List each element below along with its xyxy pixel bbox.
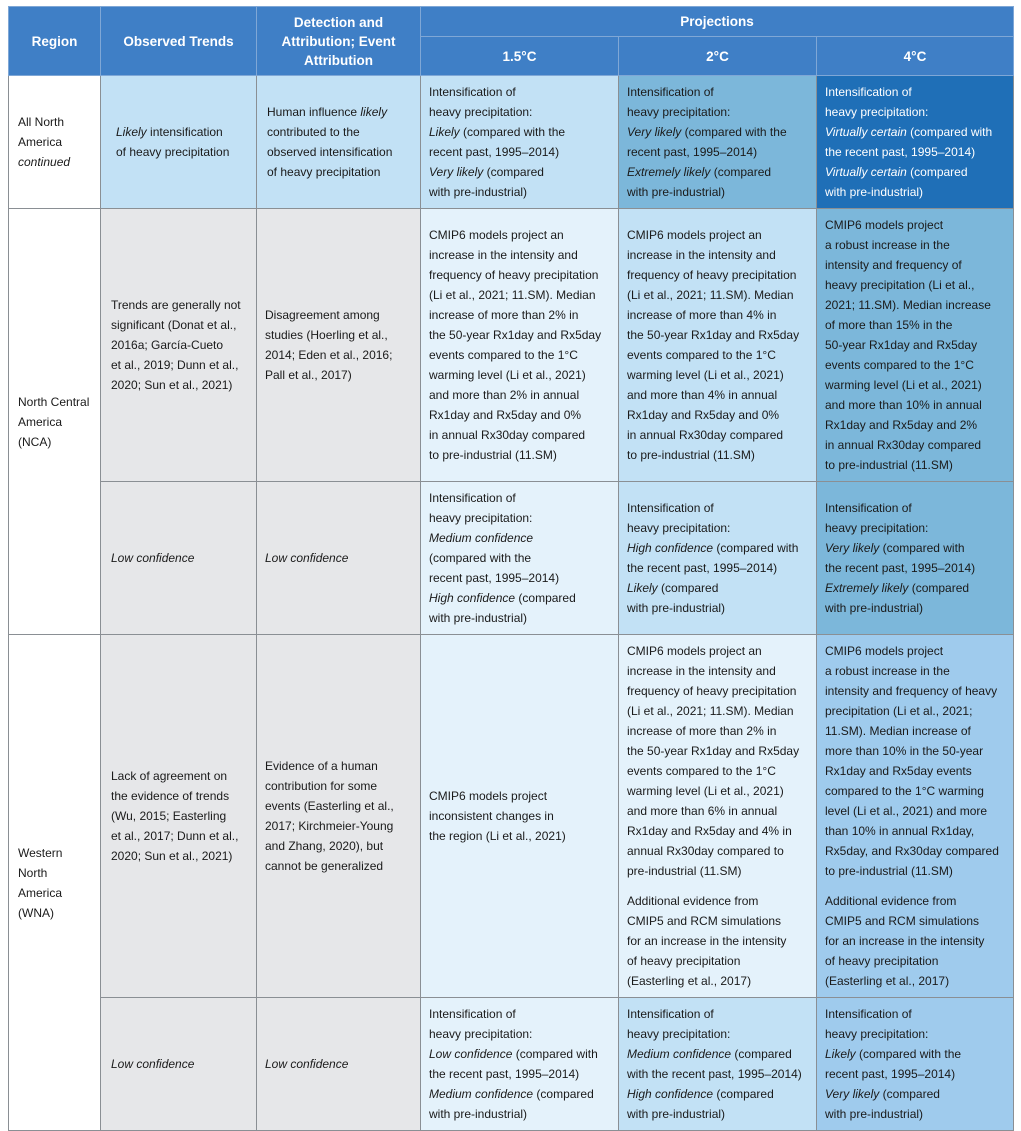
text-line: to pre-industrial (11.SM): [825, 864, 953, 878]
text-line: observed intensification: [267, 145, 393, 159]
text-line: with the recent past, 1995–2014): [627, 1067, 802, 1081]
projection-2c-cell: [619, 76, 817, 209]
text-line: (Li et al., 2021; 11.SM). Median: [627, 288, 794, 302]
text-line: frequency of heavy precipitation: [627, 684, 797, 698]
italic-term: Very likely: [825, 541, 880, 555]
header-1-5c: 1.5°C: [421, 37, 619, 76]
header-row-1: [9, 7, 1014, 37]
text-line: studies (Hoerling et al.,: [265, 328, 388, 342]
text-line: recent past, 1995–2014): [627, 145, 758, 159]
text-line: events compared to the 1°C: [429, 348, 578, 362]
text-line: [116, 122, 248, 142]
text-line: [825, 578, 1005, 598]
text-line: events compared to the 1°C: [825, 358, 974, 372]
region-cell: [9, 76, 101, 209]
text-line: to pre-industrial (11.SM): [825, 458, 953, 472]
text-line: intensity and frequency of: [825, 258, 962, 272]
text-line: and more than 2% in annual: [429, 388, 580, 402]
text-fragment: (compared: [483, 165, 544, 179]
text-line: Lack of agreement on: [111, 769, 228, 783]
text-line: in annual Rx30day compared: [429, 428, 586, 442]
text-line: contribution for some: [265, 779, 378, 793]
region-line: America: [18, 414, 63, 429]
paragraph: [825, 641, 1005, 881]
italic-term: Virtually certain: [825, 125, 907, 139]
text-line: increase of more than 2% in: [429, 308, 579, 322]
detection-cell: [257, 76, 421, 209]
text-line: [429, 162, 610, 182]
text-line: Rx5day, and Rx30day compared: [825, 844, 999, 858]
assessment-table: [8, 6, 1014, 1131]
text-line: increase of more than 4% in: [627, 308, 777, 322]
text-line: the 50-year Rx1day and Rx5day: [429, 328, 602, 342]
text-line: inconsistent changes in: [429, 809, 554, 823]
text-line: level (Li et al., 2021) and more: [825, 804, 988, 818]
text-line: recent past, 1995–2014): [429, 571, 560, 585]
table-row-wna-confidence: [9, 998, 1014, 1131]
text-fragment: (compared: [731, 1047, 792, 1061]
region-line: Western North: [18, 845, 63, 880]
text-fragment: Human influence: [267, 105, 361, 119]
text-line: heavy precipitation:: [429, 1027, 533, 1041]
text-line: recent past, 1995–2014): [825, 1067, 956, 1081]
text-line: increase in the intensity and: [429, 248, 578, 262]
text-fragment: (compared with: [512, 1047, 598, 1061]
text-line: contributed to the: [267, 125, 360, 139]
paragraph: [627, 641, 808, 881]
projection-2c-cell: [619, 998, 817, 1131]
text-line: significant (Donat et al.,: [111, 318, 237, 332]
text-line: Intensification of: [429, 85, 516, 99]
text-line: the recent past, 1995–2014): [627, 561, 778, 575]
text-line: the evidence of trends: [111, 789, 230, 803]
text-line: the 50-year Rx1day and Rx5day: [627, 328, 800, 342]
text-line: Additional evidence from: [627, 894, 759, 908]
italic-term: Likely: [825, 1047, 856, 1061]
text-line: CMIP6 models project an: [429, 228, 564, 242]
text-line: the recent past, 1995–2014): [825, 145, 976, 159]
text-line: CMIP6 models project an: [627, 228, 762, 242]
italic-term: Likely: [116, 125, 147, 139]
text-line: 2014; Eden et al., 2016;: [265, 348, 393, 362]
text-fragment: (compared: [879, 1087, 940, 1101]
text-line: for an increase in the intensity: [627, 934, 787, 948]
italic-term: Very likely: [429, 165, 484, 179]
header-projections: Projections: [421, 7, 1014, 37]
region-line: America: [18, 885, 63, 900]
italic-term: Medium confidence: [627, 1047, 732, 1061]
text-line: of heavy precipitation: [116, 145, 230, 159]
text-line: with pre-industrial): [627, 1107, 726, 1121]
text-fragment: (compared: [515, 591, 576, 605]
text-fragment: (compared: [710, 165, 772, 179]
text-line: 2020; Sun et al., 2021): [111, 849, 233, 863]
text-line: to pre-industrial (11.SM): [429, 448, 557, 462]
text-fragment: (compared: [906, 165, 968, 179]
italic-term: High confidence: [627, 1087, 714, 1101]
text-line: to pre-industrial (11.SM): [627, 448, 755, 462]
text-line: heavy precipitation:: [627, 521, 731, 535]
text-line: Trends are generally not: [111, 298, 241, 312]
text-line: heavy precipitation:: [825, 521, 929, 535]
text-line: Intensification of: [825, 501, 912, 515]
text-line: 2017; Kirchmeier-Young: [265, 819, 394, 833]
text-line: of more than 15% in the: [825, 318, 953, 332]
text-fragment: (compared with the: [855, 1047, 962, 1061]
text-line: in annual Rx30day compared: [627, 428, 784, 442]
text-line: [825, 1084, 1005, 1104]
text-line: events compared to the 1°C: [627, 348, 776, 362]
text-line: of heavy precipitation: [825, 954, 939, 968]
region-cell: [9, 635, 101, 1131]
text-line: increase in the intensity and: [627, 664, 776, 678]
text-line: (Easterling et al., 2017): [627, 974, 752, 988]
text-line: [627, 538, 808, 558]
text-line: [429, 1084, 610, 1104]
text-line: and more than 6% in annual: [627, 804, 778, 818]
text-line: CMIP6 models project an: [627, 644, 762, 658]
text-line: Rx1day and Rx5day events: [825, 764, 972, 778]
text-line: CMIP6 models project: [429, 789, 548, 803]
projection-1-5c-cell: [421, 76, 619, 209]
text-line: [825, 162, 1005, 182]
italic-term: Likely: [627, 581, 658, 595]
text-line: with pre-industrial): [429, 185, 528, 199]
text-line: with pre-industrial): [429, 1107, 528, 1121]
text-line: Rx1day and Rx5day and 2%: [825, 418, 978, 432]
observed-trends-cell: [101, 482, 257, 635]
text-line: the region (Li et al., 2021): [429, 829, 566, 843]
observed-trends-cell: [101, 635, 257, 998]
projection-1-5c-cell: [421, 635, 619, 998]
header-region: Region: [9, 7, 101, 76]
text-line: [429, 528, 610, 548]
detection-cell: [257, 998, 421, 1131]
text-line: increase of more than 2% in: [627, 724, 777, 738]
observed-trends-cell: [101, 998, 257, 1131]
italic-term: Low confidence: [429, 1047, 513, 1061]
text-line: 50-year Rx1day and Rx5day: [825, 338, 978, 352]
text-fragment: (compared: [908, 581, 970, 595]
text-line: than 10% in annual Rx1day,: [825, 824, 975, 838]
projection-2c-cell: [619, 635, 817, 998]
text-line: of heavy precipitation: [627, 954, 741, 968]
text-line: CMIP5 and RCM simulations: [627, 914, 782, 928]
text-line: [825, 538, 1005, 558]
italic-term: High confidence: [429, 591, 516, 605]
text-line: cannot be generalized: [265, 859, 384, 873]
text-line: with pre-industrial): [627, 185, 726, 199]
text-line: Rx1day and Rx5day and 0%: [627, 408, 780, 422]
text-fragment: (compared with: [879, 541, 965, 555]
text-line: [627, 122, 808, 142]
text-line: Intensification of: [627, 85, 714, 99]
text-line: 2016a; García-Cueto: [111, 338, 224, 352]
header-observed-trends: Observed Trends: [101, 7, 257, 76]
region-line: America: [18, 135, 63, 149]
projection-4c-cell: [817, 482, 1014, 635]
assessment-table-container: [8, 6, 1013, 1131]
text-line: warming level (Li et al., 2021): [825, 378, 982, 392]
text-fragment: (compared with: [713, 541, 799, 555]
text-line: 11.SM). Median increase of: [825, 724, 971, 738]
text-fragment: (compared: [657, 581, 719, 595]
text-line: Intensification of: [825, 85, 912, 99]
projection-4c-cell: [817, 76, 1014, 209]
projection-2c-cell: [619, 482, 817, 635]
text-line: Intensification of: [825, 1007, 912, 1021]
text-line: heavy precipitation:: [627, 105, 731, 119]
text-line: CMIP5 and RCM simulations: [825, 914, 980, 928]
text-line: warming level (Li et al., 2021): [429, 368, 586, 382]
region-line: continued: [18, 155, 71, 169]
text-line: the recent past, 1995–2014): [825, 561, 976, 575]
text-line: et al., 2017; Dunn et al.,: [111, 829, 239, 843]
region-line: North Central: [18, 394, 90, 409]
italic-term: Very likely: [627, 125, 682, 139]
text-line: [429, 122, 610, 142]
text-line: a robust increase in the: [825, 664, 950, 678]
text-line: heavy precipitation:: [627, 1027, 731, 1041]
text-line: Intensification of: [627, 1007, 714, 1021]
text-fragment: (compared with the: [681, 125, 787, 139]
text-line: pre-industrial (11.SM): [627, 864, 742, 878]
italic-term: Virtually certain: [825, 165, 907, 179]
italic-term: Very likely: [825, 1087, 880, 1101]
text-line: with pre-industrial): [825, 185, 924, 199]
text-line: Additional evidence from: [825, 894, 957, 908]
text-line: Intensification of: [429, 491, 516, 505]
paragraph: [825, 891, 1005, 991]
text-line: heavy precipitation:: [825, 105, 929, 119]
italic-term: Extremely likely: [627, 165, 711, 179]
text-line: and Zhang, 2020), but: [265, 839, 384, 853]
projection-1-5c-cell: [421, 209, 619, 482]
text-line: with pre-industrial): [429, 611, 528, 625]
text-line: for an increase in the intensity: [825, 934, 985, 948]
italic-term: High confidence: [627, 541, 714, 555]
text-line: [429, 1044, 610, 1064]
paragraph: [627, 891, 808, 991]
table-row-wna: [9, 635, 1014, 998]
text-line: of heavy precipitation: [267, 165, 381, 179]
text-line: (Li et al., 2021; 11.SM). Median: [627, 704, 794, 718]
text-line: (Wu, 2015; Easterling: [111, 809, 227, 823]
text-line: events (Easterling et al.,: [265, 799, 394, 813]
text-line: [267, 102, 412, 122]
text-line: Rx1day and Rx5day and 0%: [429, 408, 582, 422]
header-detection-attribution: Detection and Attribution; Event Attribution: [257, 7, 421, 76]
text-line: [627, 578, 808, 598]
text-fragment: (compared with: [906, 125, 993, 139]
text-line: (Li et al., 2021; 11.SM). Median: [429, 288, 596, 302]
text-line: heavy precipitation:: [429, 511, 533, 525]
text-line: (compared with the: [429, 551, 532, 565]
text-line: the 50-year Rx1day and Rx5day: [627, 744, 800, 758]
italic-term: Low confidence: [265, 551, 349, 565]
text-line: annual Rx30day compared to: [627, 844, 784, 858]
region-line: (NCA): [18, 434, 52, 449]
text-line: a robust increase in the: [825, 238, 950, 252]
text-line: heavy precipitation (Li et al.,: [825, 278, 975, 292]
detection-cell: [257, 482, 421, 635]
text-fragment: (compared with the: [459, 125, 566, 139]
text-line: [627, 162, 808, 182]
region-cell: [9, 209, 101, 635]
italic-term: Extremely likely: [825, 581, 909, 595]
text-line: (Easterling et al., 2017): [825, 974, 950, 988]
text-fragment: (compared: [533, 1087, 594, 1101]
italic-term: Low confidence: [265, 1057, 349, 1071]
detection-cell: [257, 209, 421, 482]
text-line: in annual Rx30day compared: [825, 438, 982, 452]
projection-4c-cell: [817, 209, 1014, 482]
text-line: precipitation (Li et al., 2021;: [825, 704, 973, 718]
text-line: heavy precipitation:: [429, 105, 533, 119]
text-line: et al., 2019; Dunn et al.,: [111, 358, 239, 372]
text-line: Evidence of a human: [265, 759, 378, 773]
text-line: warming level (Li et al., 2021): [627, 784, 784, 798]
text-line: Intensification of: [627, 501, 714, 515]
text-line: with pre-industrial): [825, 1107, 924, 1121]
region-line: (WNA): [18, 905, 54, 920]
italic-term: Low confidence: [111, 551, 195, 565]
projection-4c-cell: [817, 635, 1014, 998]
text-line: increase in the intensity and: [627, 248, 776, 262]
text-line: CMIP6 models project: [825, 218, 944, 232]
header-2c: 2°C: [619, 37, 817, 76]
text-fragment: intensification: [146, 125, 223, 139]
text-line: and more than 4% in annual: [627, 388, 778, 402]
text-line: heavy precipitation:: [825, 1027, 929, 1041]
text-line: more than 10% in the 50-year: [825, 744, 984, 758]
text-line: Intensification of: [429, 1007, 516, 1021]
text-line: warming level (Li et al., 2021): [627, 368, 784, 382]
projection-1-5c-cell: [421, 482, 619, 635]
projection-2c-cell: [619, 209, 817, 482]
text-line: Rx1day and Rx5day and 4% in: [627, 824, 792, 838]
text-line: frequency of heavy precipitation: [627, 268, 797, 282]
text-line: the recent past, 1995–2014): [429, 1067, 580, 1081]
text-line: [627, 1044, 808, 1064]
text-line: with pre-industrial): [627, 601, 726, 615]
observed-trends-cell: [101, 209, 257, 482]
italic-term: likely: [360, 105, 388, 119]
text-line: [627, 1084, 808, 1104]
projection-1-5c-cell: [421, 998, 619, 1131]
text-line: intensity and frequency of heavy: [825, 684, 998, 698]
text-line: recent past, 1995–2014): [429, 145, 560, 159]
text-line: Pall et al., 2017): [265, 368, 352, 382]
observed-trends-cell: [101, 76, 257, 209]
text-fragment: (compared: [713, 1087, 774, 1101]
text-line: CMIP6 models project: [825, 644, 944, 658]
header-4c: 4°C: [817, 37, 1014, 76]
text-line: with pre-industrial): [825, 601, 924, 615]
table-row-nca-confidence: [9, 482, 1014, 635]
text-line: events compared to the 1°C: [627, 764, 776, 778]
text-line: and more than 10% in annual: [825, 398, 982, 412]
text-line: frequency of heavy precipitation: [429, 268, 599, 282]
projection-4c-cell: [817, 998, 1014, 1131]
table-row-nca: [9, 209, 1014, 482]
italic-term: Likely: [429, 125, 460, 139]
detection-cell: [257, 635, 421, 998]
region-line: All North: [18, 115, 65, 129]
text-line: [825, 122, 1005, 142]
text-line: [825, 1044, 1005, 1064]
text-line: [429, 588, 610, 608]
italic-term: Low confidence: [111, 1057, 195, 1071]
text-line: 2020; Sun et al., 2021): [111, 378, 233, 392]
italic-term: Medium confidence: [429, 1087, 534, 1101]
text-line: Disagreement among: [265, 308, 380, 322]
text-line: compared to the 1°C warming: [825, 784, 984, 798]
italic-term: Medium confidence: [429, 531, 534, 545]
table-row-all-north-america: [9, 76, 1014, 209]
text-line: 2021; 11.SM). Median increase: [825, 298, 991, 312]
